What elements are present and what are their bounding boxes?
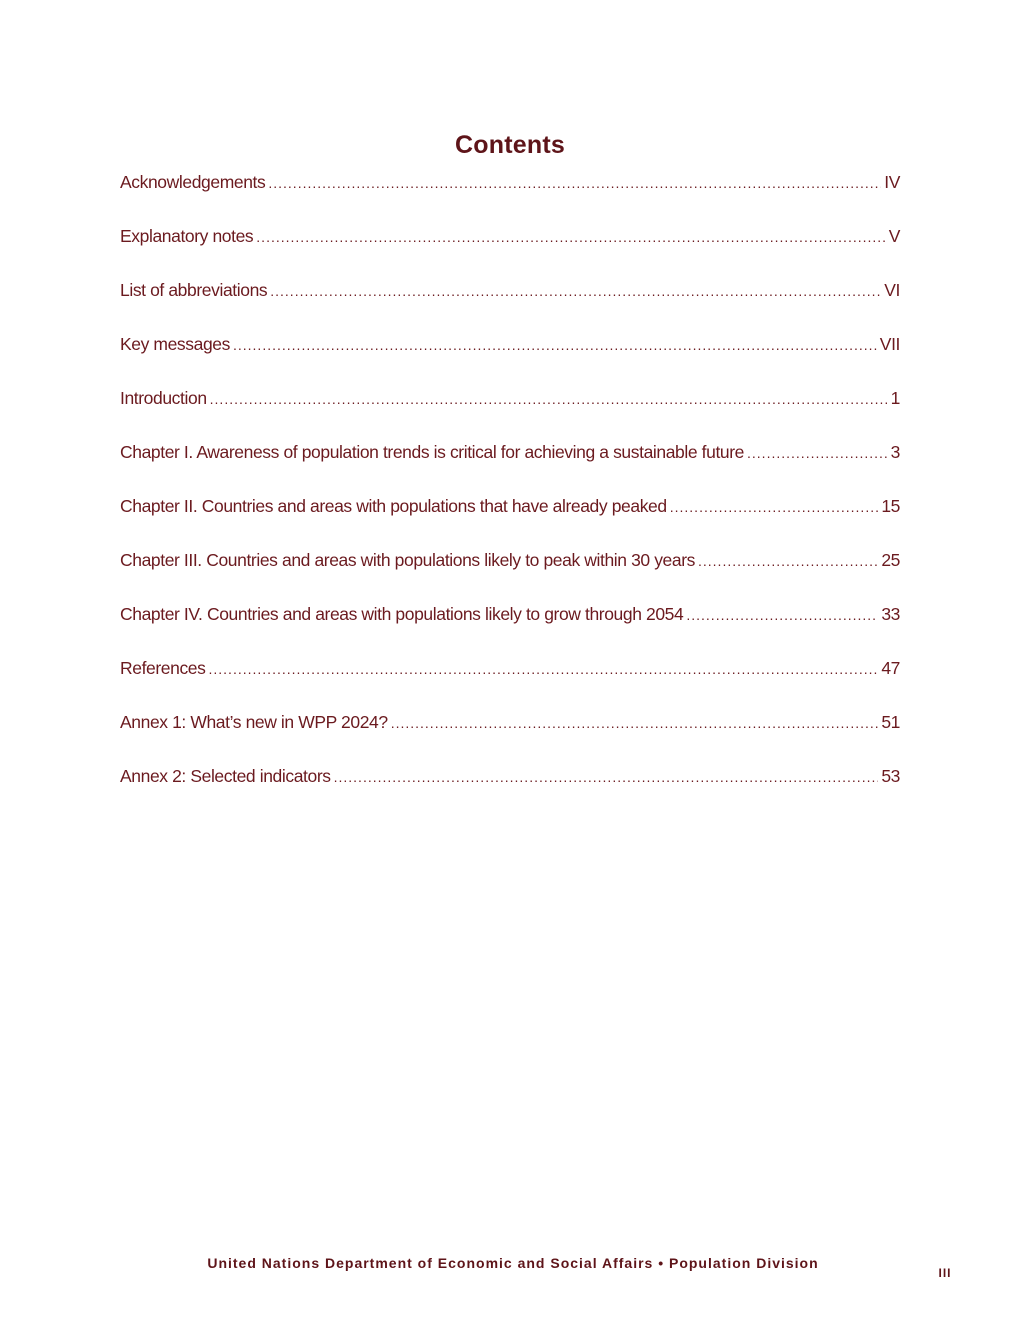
toc-entry-key-messages[interactable] bbox=[120, 334, 900, 388]
toc-dot-leader bbox=[233, 337, 877, 353]
toc-entry-label: Acknowledgements bbox=[120, 172, 266, 192]
toc-entry-chapter-1[interactable] bbox=[120, 442, 900, 496]
toc-entry-page: IV bbox=[884, 172, 900, 192]
toc-dot-leader bbox=[210, 391, 888, 407]
toc-dot-leader bbox=[670, 499, 879, 515]
page-number: III bbox=[938, 1266, 952, 1280]
toc-entry-label: Chapter III. Countries and areas with populations likely to peak within 30 years bbox=[120, 550, 695, 570]
toc-entry-page: VI bbox=[884, 280, 900, 300]
toc-entry-page: 47 bbox=[881, 658, 900, 678]
toc-dot-leader bbox=[268, 175, 881, 191]
toc-entry-list-of-abbreviations[interactable] bbox=[120, 280, 900, 334]
toc-entry-acknowledgements[interactable] bbox=[120, 172, 900, 226]
toc-entry-page: V bbox=[888, 226, 900, 246]
toc-entry-label: Chapter I. Awareness of population trends is critical for achieving a sustainable future bbox=[120, 442, 745, 462]
toc-entry-label: Chapter IV. Countries and areas with populations likely to grow through 2054 bbox=[120, 604, 684, 624]
toc-dot-leader bbox=[209, 661, 879, 677]
toc-dot-leader bbox=[698, 553, 878, 569]
toc-dot-leader bbox=[747, 445, 888, 461]
toc-entry-annex-2[interactable] bbox=[120, 766, 900, 820]
toc-entry-page: 1 bbox=[890, 388, 900, 408]
toc-entry-page: 51 bbox=[881, 712, 900, 732]
toc-entry-label: Annex 1: What’s new in WPP 2024? bbox=[120, 712, 388, 732]
toc-entry-annex-1[interactable] bbox=[120, 712, 900, 766]
toc-dot-leader bbox=[270, 283, 881, 299]
toc-entry-chapter-4[interactable] bbox=[120, 604, 900, 658]
toc-entry-label: Key messages bbox=[120, 334, 230, 354]
toc-entry-page: 53 bbox=[881, 766, 900, 786]
toc-entry-page: 33 bbox=[881, 604, 900, 624]
toc-entry-label: Chapter II. Countries and areas with populations that have already peaked bbox=[120, 496, 667, 516]
toc-entry-label: Annex 2: Selected indicators bbox=[120, 766, 331, 786]
toc-entry-page: VII bbox=[879, 334, 900, 354]
page-footer-text: United Nations Department of Economic and Social Affairs • Population Division bbox=[207, 1255, 819, 1271]
table-of-contents bbox=[120, 172, 900, 820]
toc-entry-page: 15 bbox=[881, 496, 900, 516]
toc-dot-leader bbox=[256, 229, 885, 245]
toc-entry-explanatory-notes[interactable] bbox=[120, 226, 900, 280]
toc-entry-introduction[interactable] bbox=[120, 388, 900, 442]
toc-entry-label: Introduction bbox=[120, 388, 207, 408]
toc-dot-leader bbox=[686, 607, 878, 623]
toc-entry-page: 3 bbox=[890, 442, 900, 462]
toc-entry-label: References bbox=[120, 658, 206, 678]
toc-entry-references[interactable] bbox=[120, 658, 900, 712]
toc-dot-leader bbox=[334, 769, 879, 785]
toc-entry-chapter-3[interactable] bbox=[120, 550, 900, 604]
toc-dot-leader bbox=[391, 715, 879, 731]
toc-entry-label: List of abbreviations bbox=[120, 280, 268, 300]
toc-entry-chapter-2[interactable] bbox=[120, 496, 900, 550]
page-title: Contents bbox=[455, 130, 565, 159]
toc-entry-page: 25 bbox=[881, 550, 900, 570]
toc-entry-label: Explanatory notes bbox=[120, 226, 254, 246]
